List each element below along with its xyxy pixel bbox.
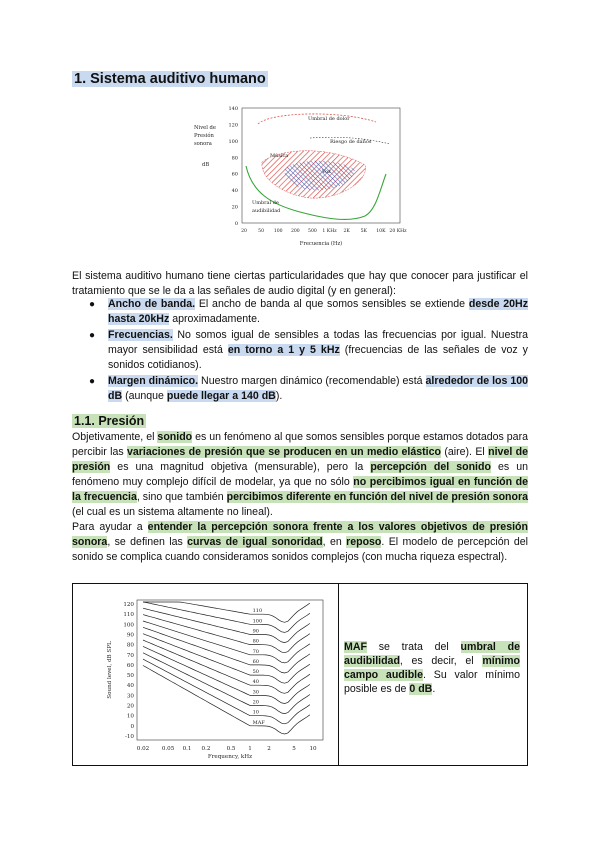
curve-label: 80 <box>252 638 259 645</box>
fig1-xtick: 20 <box>241 229 247 234</box>
curve-label: 50 <box>252 669 259 676</box>
curve-label: 90 <box>252 628 259 635</box>
fig1-xlabel: Frecuencia (Hz) <box>299 241 343 247</box>
paragraph: Objetivamente, el sonido es un fenómeno al que somos sensibles porque estamos dotados para percibir las variaciones de presión que se producen en un medio elástico (aire). El nivel de presión es una magnitud objetiva (mensurable), pero la percepción del sonido es un fenómeno muy complejo difícil de modelar, ya que no sólo no percibimos igual en función de la frecuencia, sino que también percibimos diferente en función del nivel de presión sonora (el cual es un sistema altamente no lineal). <box>72 431 529 518</box>
fig2-xtick: 0.1 <box>182 746 192 752</box>
fig2-ytick: 120 <box>123 602 134 608</box>
fig1-ylabel-line: dB <box>202 162 210 168</box>
fig2-ytick: 10 <box>126 713 134 720</box>
curve-label: 30 <box>252 689 259 696</box>
bullet-text: El ancho de banda al que somos sensibles se extiende <box>195 298 469 310</box>
fig1-ylabel-line: sonora <box>194 141 212 147</box>
curve-label: 100 <box>252 618 263 625</box>
table-cell-figure <box>73 584 339 765</box>
bullet-highlight: puede llegar a 140 dB <box>166 390 276 402</box>
fig2-ytick: -10 <box>124 734 134 740</box>
fig2-xtick: 10 <box>309 746 317 752</box>
fig2-xtick: 0.5 <box>226 746 236 752</box>
equal-loudness-curve <box>143 640 310 696</box>
list-item <box>72 328 528 373</box>
fig1-ylabel-line: Presión <box>194 133 214 139</box>
curve-label: 20 <box>252 699 259 706</box>
fig2-ytick: 70 <box>126 652 134 659</box>
fig2-xtick: 0.05 <box>161 746 175 752</box>
fig2-xlabel: Frequency, kHz <box>207 754 253 760</box>
bullet-highlight: desde 20Hz hasta 20kHz <box>108 298 528 325</box>
fig2-ytick: 40 <box>126 683 134 690</box>
bullet-text: (aunque <box>122 390 167 402</box>
fig2-ytick: 90 <box>126 632 134 639</box>
bullet-term: Margen dinámico. <box>108 375 199 387</box>
bullet-text: ). <box>275 390 283 402</box>
fig1-ytick: 0 <box>234 221 238 227</box>
bullet-icon: ● <box>89 299 96 310</box>
fig2-xtick: 2 <box>267 746 271 752</box>
curve-label: MAF <box>252 719 265 726</box>
fig1-xtick: 2K <box>343 229 350 234</box>
characteristics-list <box>72 297 528 405</box>
paragraph: Para ayudar a entender la percepción sonora frente a los valores objetivos de presión sonora, se definen las curvas de igual sonoridad, en reposo. El modelo de percepción del sonido se complica cuando consideramos sonidos complejos (con mucha riqueza espectral). <box>72 521 528 563</box>
fig1-xtick: 5K <box>360 229 367 234</box>
equal-loudness-figure <box>101 594 333 762</box>
fig1-ylabel-line: Nivel de <box>194 125 216 131</box>
curve-label: 110 <box>252 608 263 615</box>
fig1-ytick: 100 <box>228 138 238 145</box>
fig2-xtick: 0.02 <box>136 746 150 752</box>
fig1-ytick: 40 <box>231 188 238 195</box>
fig2-xtick: 5 <box>292 746 296 752</box>
bullet-text: aproximadamente. <box>169 313 260 325</box>
music-label: Música <box>270 153 289 159</box>
bullet-highlight: en torno a 1 y 5 kHz <box>227 344 340 356</box>
fig2-xtick: 0.2 <box>201 746 211 752</box>
equal-loudness-curve <box>143 634 310 684</box>
section-heading: 1. Sistema auditivo humano <box>74 71 266 87</box>
bullet-text: Nuestro margen dinámico (recomendable) está <box>198 375 426 387</box>
bullet-highlight: alrededor de los 100 dB <box>108 375 529 402</box>
fig2-ytick: 0 <box>130 723 134 730</box>
fig1-xtick: 20 KHz <box>389 229 407 234</box>
curve-label: 70 <box>252 648 259 655</box>
equal-loudness-table <box>72 583 528 766</box>
bullet-term: Frecuencias. <box>108 329 173 341</box>
fig1-ytick: 60 <box>231 171 238 178</box>
audible-range-figure <box>190 100 415 260</box>
fig1-xtick: 10K <box>376 229 386 234</box>
fig1-xtick: 1 KHz <box>322 229 337 234</box>
fig2-xtick: 1 <box>248 746 252 752</box>
risk-label: Riesgo de daños <box>330 139 372 145</box>
equal-loudness-curve <box>143 602 310 635</box>
fig2-ytick: 20 <box>126 703 134 710</box>
equal-loudness-curve <box>143 659 310 724</box>
fig2-ytick: 60 <box>126 662 134 669</box>
intro-paragraph: El sistema auditivo humano tiene ciertas particularidades que hay que conocer para justificar el tratamiento que se le da a las señales de audio digital (y en general): <box>72 270 528 297</box>
fig1-xtick: 200 <box>290 229 300 234</box>
curve-label: 40 <box>252 679 259 686</box>
maf-note: MAF se trata del umbral de audibilidad, es decir, el mínimo campo audible. Su valor mínimo posible es de 0 dB. <box>344 641 520 695</box>
bullet-icon: ● <box>89 376 96 387</box>
fig1-xtick: 500 <box>308 229 317 234</box>
curve-label: 60 <box>252 658 259 665</box>
fig1-xtick: 50 <box>258 229 265 234</box>
fig1-ytick: 80 <box>231 155 238 162</box>
subsection-heading: 1.1. Presión <box>74 414 145 428</box>
pain-label: Umbral de dolor <box>308 116 350 122</box>
fig1-ytick: 20 <box>231 204 238 211</box>
list-item <box>72 297 528 327</box>
audibility-label-1: Umbral de <box>252 200 279 206</box>
curve-label: 10 <box>252 709 259 716</box>
bullet-icon: ● <box>89 330 96 341</box>
presion-body <box>72 430 528 565</box>
fig2-ytick: 30 <box>126 693 134 700</box>
bullet-text: (frecuencias de las señales de voz y sonidos cotidianos). <box>108 344 528 371</box>
bullet-text: No somos igual de sensibles a todas las frecuencias por igual. Nuestra mayor sensibilidad está <box>108 329 528 356</box>
voice-label: Voz <box>322 169 331 175</box>
fig1-ytick: 140 <box>228 106 238 112</box>
audibility-label-2: audibilidad <box>252 208 281 214</box>
bullet-term: Ancho de banda. <box>108 298 196 310</box>
fig2-ytick: 80 <box>126 642 134 649</box>
equal-loudness-curve <box>143 608 310 642</box>
fig1-xtick: 100 <box>273 229 283 234</box>
fig2-ylabel: Sound level, dB SPL <box>107 641 113 699</box>
fig2-ytick: 110 <box>123 612 134 619</box>
list-item <box>72 374 528 404</box>
fig1-ytick: 120 <box>228 122 238 129</box>
fig2-ytick: 50 <box>126 673 134 680</box>
fig2-ytick: 100 <box>123 622 134 629</box>
